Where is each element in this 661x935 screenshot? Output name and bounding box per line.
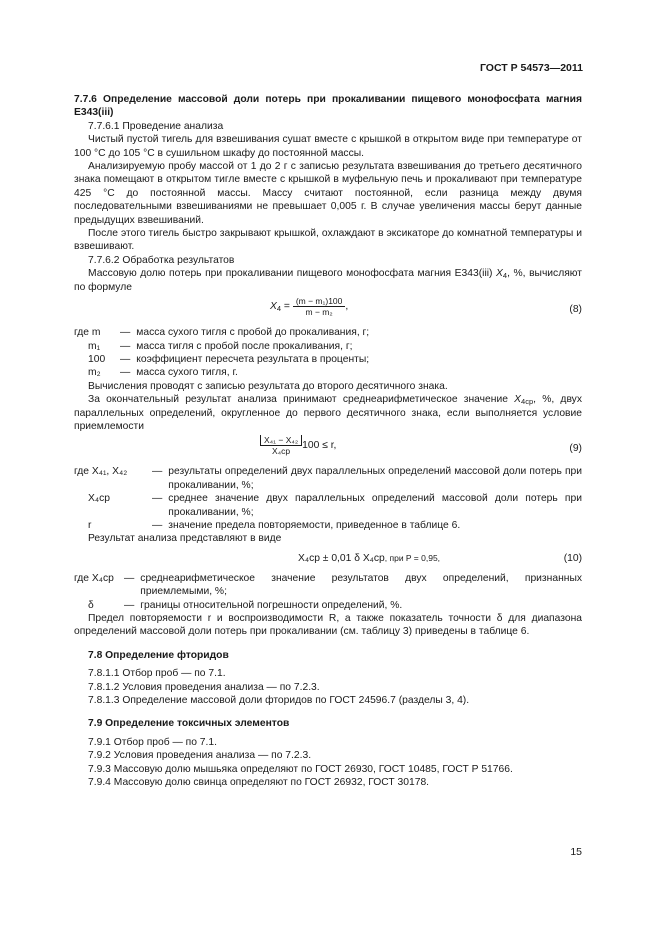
formula-10-body: X₄ср ± 0,01 δ X₄ср, при P = 0,95, bbox=[298, 552, 441, 564]
section-heading-7-8: 7.8 Определение фторидов bbox=[88, 649, 229, 661]
definition-row: где X₄₁, X₄₂ — результаты определений двух параллельных определений массовой доли потерь при прокаливании, %; bbox=[74, 466, 582, 491]
section-heading-7-7-6: 7.7.6 Определение массовой доли потерь при прокаливании пищевого монофосфата магния Е343(iii) bbox=[74, 94, 582, 119]
list-item: 7.8.1.3 Определение массовой доли фторидов по ГОСТ 24596.7 (разделы 3, 4). bbox=[88, 695, 470, 707]
document-id: ГОСТ Р 54573—2011 bbox=[479, 62, 583, 74]
definition-row: где m — масса сухого тигля с пробой до прокаливания, г; bbox=[74, 327, 370, 339]
paragraph: Анализируемую пробу массой от 1 до 2 г с записью результата взвешивания до третьего десятичного знака помещают в открытом тигле вместе с крышкой в муфельную печь и прокаливают при температуре 425 °С до постоянной массы. Массу считают постоянной, если разница между двумя последовательными взвешиваниями не превышает 0,005 г. В случае увеличения массы берут данные предыдущих взвешиваний. bbox=[74, 161, 582, 226]
list-item: 7.9.4 Массовую долю свинца определяют по ГОСТ 26932, ГОСТ 30178. bbox=[88, 777, 430, 789]
definition-row: δ — границы относительной погрешности определений, %. bbox=[88, 599, 403, 611]
definition-row: 100 — коэффициент пересчета результата в проценты; bbox=[88, 353, 370, 365]
formula-number: (10) bbox=[563, 552, 582, 564]
definition-row: m₁ — масса тигля с пробой после прокаливания, г; bbox=[88, 340, 353, 352]
list-item: 7.8.1.2 Условия проведения анализа — по 7.2.3. bbox=[88, 681, 320, 693]
paragraph: Массовую долю потерь при прокаливании пищевого монофосфата магния Е343(iii) $X_4$, %, вычисляют по формуле bbox=[74, 268, 582, 293]
where-list-1 bbox=[74, 326, 582, 380]
definition-row: где X₄ср — среднеарифметическое значение результатов двух определений, признанных приемлемыми, %; bbox=[74, 572, 582, 598]
page-number: 15 bbox=[570, 846, 582, 858]
paragraph: Вычисления проводят с записью результата до второго десятичного знака. bbox=[88, 380, 448, 392]
formula-10 bbox=[74, 546, 582, 572]
subsection-title: 7.7.6.2 Обработка результатов bbox=[88, 254, 235, 266]
paragraph: Чистый пустой тигель для взвешивания сушат вместе с крышкой в открытом виде при температуре от 100 °С до 105 °С в сушильном шкафу до постоянной массы. bbox=[74, 134, 582, 159]
definition-row: r — значение предела повторяемости, приведенное в таблице 6. bbox=[88, 519, 461, 531]
formula-number: (9) bbox=[569, 443, 582, 455]
formula-9-body: $\frac{\text{X₄₁ − X₄₂}}{\text{X₄ср}}$ 100 ≤ r, bbox=[260, 435, 336, 456]
list-item: 7.9.1 Отбор проб — по 7.1. bbox=[88, 736, 217, 748]
paragraph: Предел повторяемости r и воспроизводимости R, а также показатель точности δ для диапазона определений массовой доли потерь при прокаливании (см. таблицу 3) приведены в таблице 6. bbox=[74, 613, 582, 638]
section-heading-7-9: 7.9 Определение токсичных элементов bbox=[88, 718, 290, 730]
subsection-title: 7.7.6.1 Проведение анализа bbox=[88, 120, 224, 132]
paragraph: За окончательный результат анализа принимают среднеарифметическое значение $X_{4ср}$, %, двух параллельных определений, округленное до первого десятичного знака, если выполняется условие приемлемости bbox=[74, 394, 582, 432]
where-list-2 bbox=[74, 465, 582, 532]
formula-9 bbox=[74, 433, 582, 465]
definition-row: m₂ — масса сухого тигля, г. bbox=[88, 367, 238, 379]
formula-8 bbox=[74, 294, 582, 326]
where-list-3 bbox=[74, 572, 582, 612]
list-item: 7.9.2 Условия проведения анализа — по 7.2.3. bbox=[88, 750, 312, 762]
paragraph: После этого тигель быстро закрывают крышкой, охлаждают в эксикаторе до комнатной температуры и взвешивают. bbox=[74, 228, 582, 253]
definition-row: X₄ср — среднее значение двух параллельных определений массовой доли потерь при прокаливании, %; bbox=[88, 493, 582, 518]
list-item: 7.8.1.1 Отбор проб — по 7.1. bbox=[88, 668, 226, 680]
formula-number: (8) bbox=[569, 304, 582, 316]
formula-8-body: $X_4$ = $\frac{\text{(m − m₁)100}}{\text{m − m₂}}$ , bbox=[270, 296, 349, 318]
formula-8-fraction: $\frac{\text{(m − m₁)100}}{\text{m − m₂}}$ bbox=[293, 296, 346, 317]
list-item: 7.9.3 Массовую долю мышьяка определяют по ГОСТ 26930, ГОСТ 10485, ГОСТ Р 51766. bbox=[88, 763, 513, 775]
page-content bbox=[74, 93, 582, 789]
paragraph: Результат анализа представляют в виде bbox=[88, 533, 282, 545]
